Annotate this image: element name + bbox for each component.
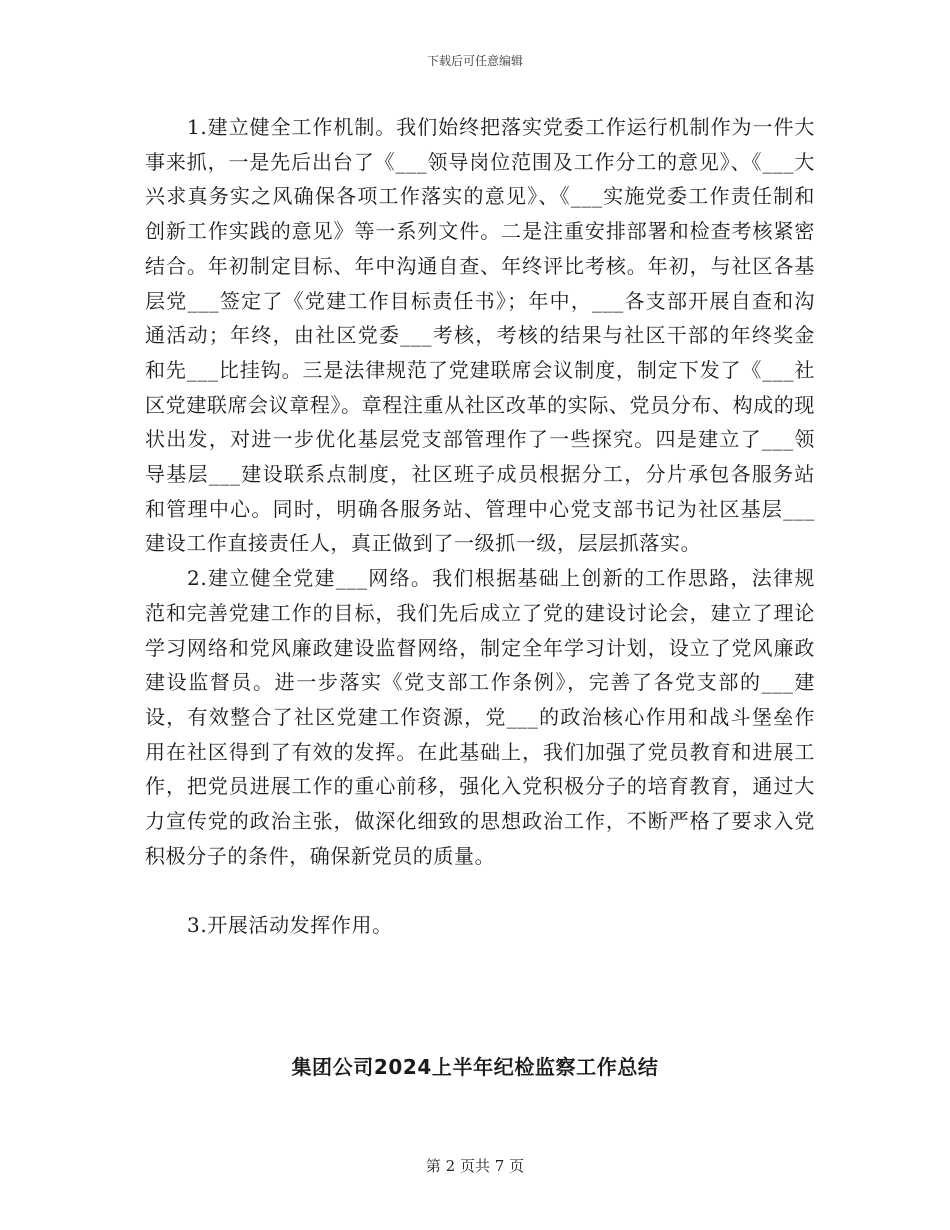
page-footer: 第 2 页共 7 页 <box>425 1157 525 1175</box>
paragraph-work-mechanism: 1.建立健全工作机制。我们始终把落实党委工作运行机制作为一件大事来抓，一是先后出台了《___领导岗位范围及工作分工的意见》、《___大兴求真务实之风确保各项工作落实的意见》、《___实施党委工作责任制和创新工作实践的意见》等一系列文件。二是注重安排部署和检查考核紧密结合。年初制定目标、年中沟通自查、年终评比考核。年初，与社区各基层党___签定了《党建工作目标责任书》；年中，___各支部开展自查和沟通活动；年终，由社区党委___考核，考核的结果与社区干部的年终奖金和先___比挂钩。三是法律规范了党建联席会议制度，制定下发了《___社区党建联席会议章程》。章程注重从社区改革的实际、党员分布、构成的现状出发，对进一步优化基层党支部管理作了一些探究。四是建立了___领导基层___建设联系点制度，社区班子成员根据分工，分片承包各服务站和管理中心。同时，明确各服务站、管理中心党支部书记为社区基层___建设工作直接责任人，真正做到了一级抓一级，层层抓落实。 <box>145 115 815 556</box>
paragraph-party-network: 2.建立健全党建___网络。我们根据基础上创新的工作思路，法律规范和完善党建工作的目标，我们先后成立了党的建设讨论会，建立了理论学习网络和党风廉政建设监督网络，制定全年学习计划，设立了党风廉政建设监督员。进一步落实《党支部工作条例》，完善了各党支部的___建设，有效整合了社区党建工作资源，党___的政治核心作用和战斗堡垒作用在社区得到了有效的发挥。在此基础上，我们加强了党员教育和进展工作，把党员进展工作的重心前移，强化入党积极分子的培育教育，通过大力宣传党的政治主张，做深化细致的思想政治工作，不断严格了要求入党积极分子的条件，确保新党员的质量。 <box>145 566 815 868</box>
paragraph-activities: 3.开展活动发挥作用。 <box>187 913 393 938</box>
page-header: 下载后可任意编辑 <box>426 54 523 68</box>
document-body <box>145 110 815 943</box>
document-title: 集团公司2024上半年纪检监察工作总结 <box>291 1055 659 1079</box>
